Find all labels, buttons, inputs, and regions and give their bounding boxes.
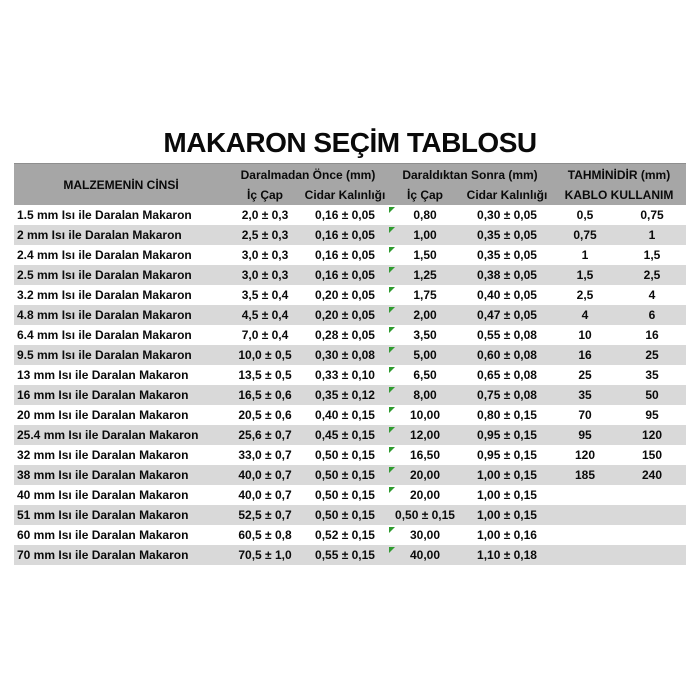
cell-before-inner-diameter: 60,5 ± 0,8 [238,528,292,542]
cell-cable-min: 16 [578,348,592,362]
cell-error-flag-icon [389,447,395,453]
cell-material: 2 mm Isı ile Daralan Makaron [17,228,182,242]
cell-before-wall-thickness: 0,35 ± 0,12 [315,388,375,402]
cell-cable-min: 1 [581,248,589,262]
table-body [14,205,686,565]
cell-after-inner-diameter: 1,00 [388,225,462,245]
cell-after-inner-diameter: 2,00 [388,305,462,325]
cell-cable-max: 4 [648,288,656,302]
table-row [14,425,686,445]
table-row [14,485,686,505]
cell-material: 38 mm Isı ile Daralan Makaron [17,468,189,482]
table-row [14,345,686,365]
cell-after-wall-thickness: 0,55 ± 0,08 [477,328,537,342]
table-row [14,285,686,305]
cell-after-wall-thickness: 0,75 ± 0,08 [477,388,537,402]
table-row [14,405,686,425]
cell-error-flag-icon [389,387,395,393]
cell-after-inner-diameter: 1,75 [388,285,462,305]
cell-before-wall-thickness: 0,28 ± 0,05 [315,328,375,342]
cell-material: 40 mm Isı ile Daralan Makaron [17,488,189,502]
cell-cable-max: 0,75 [640,208,664,222]
cell-before-inner-diameter: 20,5 ± 0,6 [238,408,292,422]
cell-material: 4.8 mm Isı ile Daralan Makaron [17,308,192,322]
cell-before-inner-diameter: 4,5 ± 0,4 [241,308,289,322]
cell-error-flag-icon [389,427,395,433]
cell-after-inner-diameter: 30,00 [388,525,462,545]
cell-error-flag-icon [389,347,395,353]
makaron-selection-table [14,163,686,565]
cell-cable-max [618,485,686,505]
cell-cable-min: 35 [578,388,592,402]
cell-cable-min [552,545,618,565]
cell-after-wall-thickness: 0,95 ± 0,15 [477,428,537,442]
cell-before-wall-thickness: 0,16 ± 0,05 [315,228,375,242]
cell-cable-min: 120 [574,448,596,462]
cell-before-inner-diameter: 3,0 ± 0,3 [241,248,289,262]
cell-error-flag-icon [389,307,395,313]
cell-before-inner-diameter: 70,5 ± 1,0 [238,548,292,562]
cell-cable-min: 25 [578,368,592,382]
cell-cable-min [552,485,618,505]
cell-before-inner-diameter: 3,5 ± 0,4 [241,288,289,302]
cell-after-wall-thickness: 0,47 ± 0,05 [477,308,537,322]
cell-cable-max: 50 [645,388,659,402]
cell-after-inner-diameter: 12,00 [388,425,462,445]
col-header-before-inner-diameter: İç Çap [246,188,283,202]
cell-error-flag-icon [389,287,395,293]
cell-before-wall-thickness: 0,50 ± 0,15 [315,508,375,522]
cell-after-inner-diameter: 6,50 [388,365,462,385]
cell-before-wall-thickness: 0,52 ± 0,15 [315,528,375,542]
table-row [14,325,686,345]
cell-before-inner-diameter: 16,5 ± 0,6 [238,388,292,402]
cell-error-flag-icon [389,527,395,533]
cell-after-inner-diameter: 5,00 [388,345,462,365]
cell-before-inner-diameter: 2,5 ± 0,3 [241,228,289,242]
cell-material: 6.4 mm Isı ile Daralan Makaron [17,328,192,342]
cell-before-wall-thickness: 0,50 ± 0,15 [315,488,375,502]
cell-after-inner-diameter: 40,00 [388,545,462,565]
col-header-after-inner-diameter: İç Çap [406,188,443,202]
cell-cable-max: 2,5 [643,268,661,282]
cell-cable-min: 4 [581,308,589,322]
cell-cable-min: 2,5 [576,288,594,302]
cell-after-wall-thickness: 0,35 ± 0,05 [477,248,537,262]
cell-material: 16 mm Isı ile Daralan Makaron [17,388,189,402]
cell-before-wall-thickness: 0,16 ± 0,05 [315,248,375,262]
cell-error-flag-icon [389,207,395,213]
page-title: MAKARON SEÇİM TABLOSU [163,127,537,158]
group-header-before-shrink: Daralmadan Önce (mm) [240,167,376,182]
cell-before-wall-thickness: 0,50 ± 0,15 [315,448,375,462]
cell-after-wall-thickness: 0,65 ± 0,08 [477,368,537,382]
cell-error-flag-icon [389,407,395,413]
cell-error-flag-icon [389,267,395,273]
cell-cable-max: 6 [648,308,656,322]
cell-cable-max: 95 [645,408,659,422]
cell-after-inner-diameter: 0,50 ± 0,15 [395,508,455,522]
cell-cable-max [618,545,686,565]
cell-before-inner-diameter: 52,5 ± 0,7 [238,508,292,522]
cell-before-wall-thickness: 0,20 ± 0,05 [315,308,375,322]
cell-cable-max: 240 [641,468,663,482]
cell-material: 25.4 mm Isı ile Daralan Makaron [17,428,199,442]
cell-error-flag-icon [389,247,395,253]
cell-after-inner-diameter: 0,80 [388,205,462,225]
cell-error-flag-icon [389,367,395,373]
cell-before-wall-thickness: 0,20 ± 0,05 [315,288,375,302]
table-header [14,163,686,205]
col-header-after-wall-thickness: Cidar Kalınlığı [466,188,548,202]
table-row [14,205,686,225]
cell-before-inner-diameter: 2,0 ± 0,3 [241,208,289,222]
cell-before-wall-thickness: 0,45 ± 0,15 [315,428,375,442]
cell-material: 3.2 mm Isı ile Daralan Makaron [17,288,192,302]
cell-cable-max: 1 [648,228,656,242]
col-header-cable-usage: KABLO KULLANIM [564,188,674,202]
cell-after-inner-diameter: 16,50 [388,445,462,465]
table-row [14,225,686,245]
cell-before-inner-diameter: 33,0 ± 0,7 [238,448,292,462]
table-row [14,365,686,385]
cell-error-flag-icon [389,327,395,333]
cell-material: 51 mm Isı ile Daralan Makaron [17,508,189,522]
cell-before-wall-thickness: 0,16 ± 0,05 [315,268,375,282]
cell-before-wall-thickness: 0,50 ± 0,15 [315,468,375,482]
table-row [14,545,686,565]
col-header-material: MALZEMENİN CİNSİ [63,177,179,192]
cell-cable-max: 120 [641,428,663,442]
cell-before-inner-diameter: 3,0 ± 0,3 [241,268,289,282]
table-row [14,465,686,485]
table-row [14,505,686,525]
cell-before-wall-thickness: 0,16 ± 0,05 [315,208,375,222]
cell-after-inner-diameter: 20,00 [388,485,462,505]
group-header-after-shrink: Daraldıktan Sonra (mm) [402,167,538,182]
cell-cable-min: 0,5 [576,208,594,222]
cell-cable-min [552,525,618,545]
cell-error-flag-icon [389,227,395,233]
cell-before-wall-thickness: 0,30 ± 0,08 [315,348,375,362]
cell-before-inner-diameter: 40,0 ± 0,7 [238,488,292,502]
cell-material: 70 mm Isı ile Daralan Makaron [17,548,189,562]
cell-cable-min: 10 [578,328,592,342]
cell-cable-max [618,525,686,545]
table-row [14,385,686,405]
cell-cable-max: 1,5 [643,248,661,262]
cell-after-wall-thickness: 0,95 ± 0,15 [477,448,537,462]
cell-material: 60 mm Isı ile Daralan Makaron [17,528,189,542]
cell-error-flag-icon [389,467,395,473]
cell-after-inner-diameter: 20,00 [388,465,462,485]
cell-after-inner-diameter: 1,50 [388,245,462,265]
cell-before-inner-diameter: 7,0 ± 0,4 [241,328,289,342]
table-row [14,245,686,265]
cell-cable-min: 70 [578,408,592,422]
cell-material: 13 mm Isı ile Daralan Makaron [17,368,189,382]
cell-after-inner-diameter: 8,00 [388,385,462,405]
group-header-estimated: TAHMİNİDİR (mm) [567,167,671,182]
cell-cable-min: 1,5 [576,268,594,282]
cell-before-wall-thickness: 0,55 ± 0,15 [315,548,375,562]
cell-material: 2.5 mm Isı ile Daralan Makaron [17,268,192,282]
cell-after-wall-thickness: 1,00 ± 0,15 [477,468,537,482]
cell-error-flag-icon [389,487,395,493]
cell-cable-min: 0,75 [573,228,597,242]
cell-after-wall-thickness: 0,30 ± 0,05 [477,208,537,222]
cell-after-inner-diameter: 1,25 [388,265,462,285]
cell-cable-min [552,505,618,525]
cell-before-inner-diameter: 25,6 ± 0,7 [238,428,292,442]
cell-after-wall-thickness: 0,80 ± 0,15 [477,408,537,422]
col-header-before-wall-thickness: Cidar Kalınlığı [304,188,386,202]
table-row [14,265,686,285]
cell-after-wall-thickness: 0,38 ± 0,05 [477,268,537,282]
cell-before-inner-diameter: 10,0 ± 0,5 [238,348,292,362]
cell-cable-max: 16 [645,328,659,342]
cell-material: 9.5 mm Isı ile Daralan Makaron [17,348,192,362]
cell-cable-max: 35 [645,368,659,382]
cell-material: 1.5 mm Isı ile Daralan Makaron [17,208,192,222]
cell-after-wall-thickness: 1,10 ± 0,18 [477,548,537,562]
cell-cable-min: 185 [574,468,596,482]
table-row [14,525,686,545]
cell-after-wall-thickness: 1,00 ± 0,15 [477,508,537,522]
table-row [14,305,686,325]
cell-cable-max [618,505,686,525]
cell-after-inner-diameter: 10,00 [388,405,462,425]
cell-after-wall-thickness: 1,00 ± 0,15 [477,488,537,502]
cell-after-wall-thickness: 0,60 ± 0,08 [477,348,537,362]
cell-before-wall-thickness: 0,40 ± 0,15 [315,408,375,422]
cell-before-inner-diameter: 40,0 ± 0,7 [238,468,292,482]
cell-after-inner-diameter: 3,50 [388,325,462,345]
cell-cable-max: 150 [641,448,663,462]
cell-cable-min: 95 [578,428,592,442]
cell-after-wall-thickness: 0,40 ± 0,05 [477,288,537,302]
cell-before-wall-thickness: 0,33 ± 0,10 [315,368,375,382]
cell-material: 2.4 mm Isı ile Daralan Makaron [17,248,192,262]
cell-before-inner-diameter: 13,5 ± 0,5 [238,368,292,382]
cell-after-wall-thickness: 1,00 ± 0,16 [477,528,537,542]
table-row [14,445,686,465]
cell-after-wall-thickness: 0,35 ± 0,05 [477,228,537,242]
cell-material: 32 mm Isı ile Daralan Makaron [17,448,189,462]
cell-cable-max: 25 [645,348,659,362]
cell-material: 20 mm Isı ile Daralan Makaron [17,408,189,422]
cell-error-flag-icon [389,547,395,553]
